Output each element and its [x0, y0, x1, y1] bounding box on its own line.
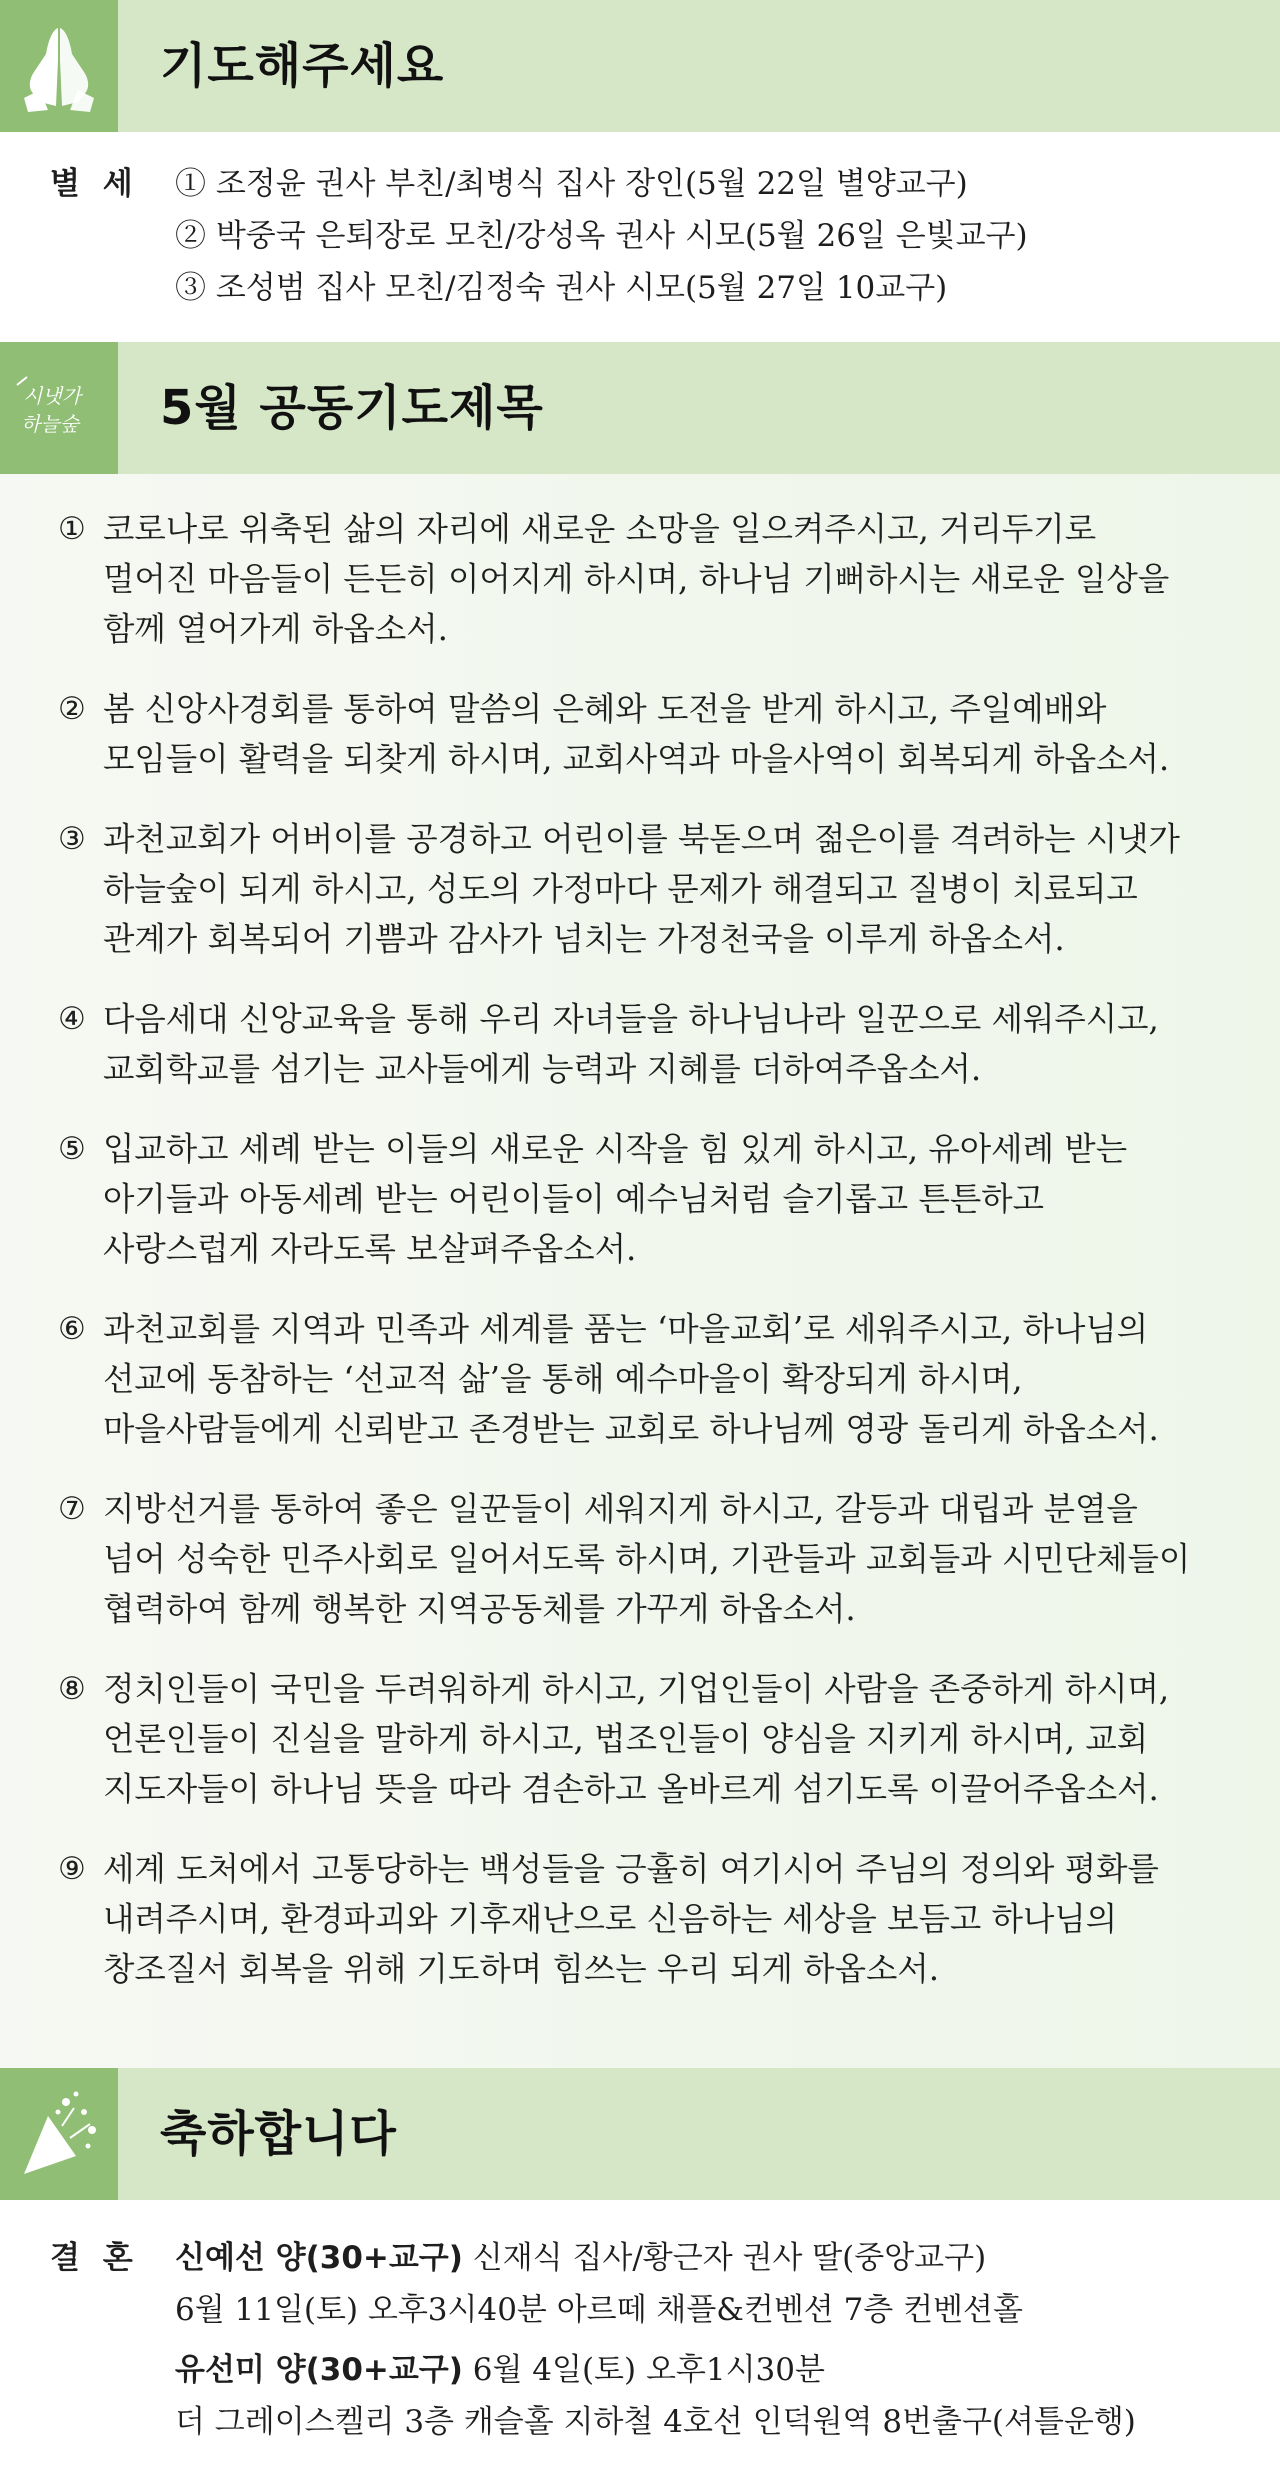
- list-item: [0, 210, 1280, 262]
- item-text-line: 지방선거를 통하여 좋은 일꾼들이 세워지게 하시고, 갈등과 대립과 분열을: [103, 1490, 1138, 1528]
- wedding-line: [175, 2344, 825, 2396]
- item-number: ①: [58, 511, 86, 547]
- prayer-topic-7: [58, 1484, 1238, 1634]
- stream-forest-logo-icon: [0, 342, 118, 474]
- item-text-line: 봄 신앙사경회를 통하여 말씀의 은혜와 도전을 받게 하시고, 주일예배와: [103, 690, 1107, 728]
- logo-text-top: 시냇가: [23, 384, 81, 408]
- prayer-requests-list: [0, 158, 1280, 314]
- prayer-topic-8: [58, 1664, 1238, 1814]
- list-item: [0, 262, 1280, 314]
- item-text-line: 아기들과 아동세례 받는 어린이들이 예수님처럼 슬기롭고 튼튼하고: [103, 1180, 1045, 1218]
- item-number: ⑨: [58, 1851, 86, 1887]
- item-text-line: 교회학교를 섬기는 교사들에게 능력과 지혜를 더하여주옵소서.: [103, 1050, 982, 1088]
- list-item: [0, 158, 1280, 210]
- prayer-request-text: ① 조정윤 권사 부친/최병식 집사 장인(5월 22일 별양교구): [175, 166, 968, 202]
- wedding-line: [175, 2232, 986, 2284]
- item-text-line: 함께 열어가게 하옵소서.: [103, 610, 448, 648]
- item-text-line: 관계가 회복되어 기쁨과 감사가 넘치는 가정천국을 이루게 하옵소서.: [103, 920, 1065, 958]
- praying-hands-icon: [0, 0, 118, 132]
- wedding-venue: 더 그레이스켈리 3층 캐슬홀 지하철 4호선 인덕원역 8번출구(셔틀운행): [175, 2404, 1136, 2440]
- prayer-requests-title: 기도해주세요: [160, 38, 445, 94]
- category-label: 별 세: [50, 166, 139, 202]
- congratulations-title: 축하합니다: [160, 2106, 397, 2162]
- item-text-line: 사랑스럽게 자라도록 보살펴주옵소서.: [103, 1230, 637, 1268]
- prayer-topic-2: [58, 684, 1238, 784]
- item-text-line: 마을사람들에게 신뢰받고 존경받는 교회로 하나님께 영광 돌리게 하옵소서.: [103, 1410, 1159, 1448]
- item-text-line: 다음세대 신앙교육을 통해 우리 자녀들을 하나님나라 일꾼으로 세워주시고,: [103, 1000, 1159, 1038]
- wedding-detail: 신재식 집사/황근자 권사 딸(중앙교구): [462, 2240, 987, 2276]
- prayer-requests-header: [0, 0, 1280, 132]
- wedding-name: 신예선 양(30+교구): [175, 2240, 463, 2276]
- item-number: ②: [58, 691, 86, 727]
- item-text-line: 코로나로 위축된 삶의 자리에 새로운 소망을 일으켜주시고, 거리두기로: [103, 510, 1097, 548]
- common-prayer-panel: [0, 474, 1280, 2068]
- item-text-line: 멀어진 마음들이 든든히 이어지게 하시며, 하나님 기뻐하시는 새로운 일상을: [103, 560, 1170, 598]
- common-prayer-header: [0, 342, 1280, 474]
- item-text-line: 넘어 성숙한 민주사회로 일어서도록 하시며, 기관들과 교회들과 시민단체들이: [103, 1540, 1191, 1578]
- prayer-topic-9: [58, 1844, 1238, 1994]
- item-text-line: 세계 도처에서 고통당하는 백성들을 긍휼히 여기시어 주님의 정의와 평화를: [103, 1850, 1159, 1888]
- item-text-line: 과천교회가 어버이를 공경하고 어린이를 북돋으며 젊은이를 격려하는 시냇가: [103, 820, 1180, 858]
- item-number: ⑦: [58, 1491, 86, 1527]
- wedding-venue: 6월 11일(토) 오후3시40분 아르떼 채플&컨벤션 7층 컨벤션홀: [175, 2292, 1023, 2328]
- prayer-topic-5: [58, 1124, 1238, 1274]
- prayer-request-text: ③ 조성범 집사 모친/김정숙 권사 시모(5월 27일 10교구): [175, 270, 948, 306]
- item-text-line: 선교에 동참하는 ‘선교적 삶’을 통해 예수마을이 확장되게 하시며,: [103, 1360, 1023, 1398]
- item-number: ③: [58, 821, 86, 857]
- prayer-topic-4: [58, 994, 1238, 1094]
- wedding-name: 유선미 양(30+교구): [175, 2352, 463, 2388]
- common-prayer-title: 5월 공동기도제목: [160, 380, 544, 436]
- item-text-line: 정치인들이 국민을 두려워하게 하시고, 기업인들이 사람을 존중하게 하시며,: [103, 1670, 1170, 1708]
- item-number: ⑤: [58, 1131, 86, 1167]
- item-text-line: 모임들이 활력을 되찾게 하시며, 교회사역과 마을사역이 회복되게 하옵소서.: [103, 740, 1170, 778]
- item-number: ⑥: [58, 1311, 86, 1347]
- prayer-topic-3: [58, 814, 1238, 964]
- wedding-detail: 6월 4일(토) 오후1시30분: [462, 2352, 825, 2388]
- item-text-line: 내려주시며, 환경파괴와 기후재난으로 신음하는 세상을 보듬고 하나님의: [103, 1900, 1118, 1938]
- item-text-line: 하늘숲이 되게 하시고, 성도의 가정마다 문제가 해결되고 질병이 치료되고: [103, 870, 1138, 908]
- item-number: ⑧: [58, 1671, 86, 1707]
- item-text-line: 과천교회를 지역과 민족과 세계를 품는 ‘마을교회’로 세워주시고, 하나님의: [103, 1310, 1149, 1348]
- logo-text-bottom: 하늘숲: [21, 412, 79, 436]
- item-text-line: 언론인들이 진실을 말하게 하시고, 법조인들이 양심을 지키게 하시며, 교회: [103, 1720, 1149, 1758]
- item-text-line: 지도자들이 하나님 뜻을 따라 겸손하고 올바르게 섬기도록 이끌어주옵소서.: [103, 1770, 1159, 1808]
- party-popper-icon: [0, 2068, 118, 2200]
- item-text-line: 협력하여 함께 행복한 지역공동체를 가꾸게 하옵소서.: [103, 1590, 856, 1628]
- item-number: ④: [58, 1001, 86, 1037]
- category-label: 결 혼: [50, 2240, 139, 2276]
- prayer-request-text: ② 박중국 은퇴장로 모친/강성옥 권사 시모(5월 26일 은빛교구): [175, 218, 1028, 254]
- congratulations-header: [0, 2068, 1280, 2200]
- prayer-topic-1: [58, 504, 1238, 654]
- item-text-line: 창조질서 회복을 위해 기도하며 힘쓰는 우리 되게 하옵소서.: [103, 1950, 940, 1988]
- item-text-line: 입교하고 세례 받는 이들의 새로운 시작을 힘 있게 하시고, 유아세례 받는: [103, 1130, 1128, 1168]
- prayer-topic-6: [58, 1304, 1238, 1454]
